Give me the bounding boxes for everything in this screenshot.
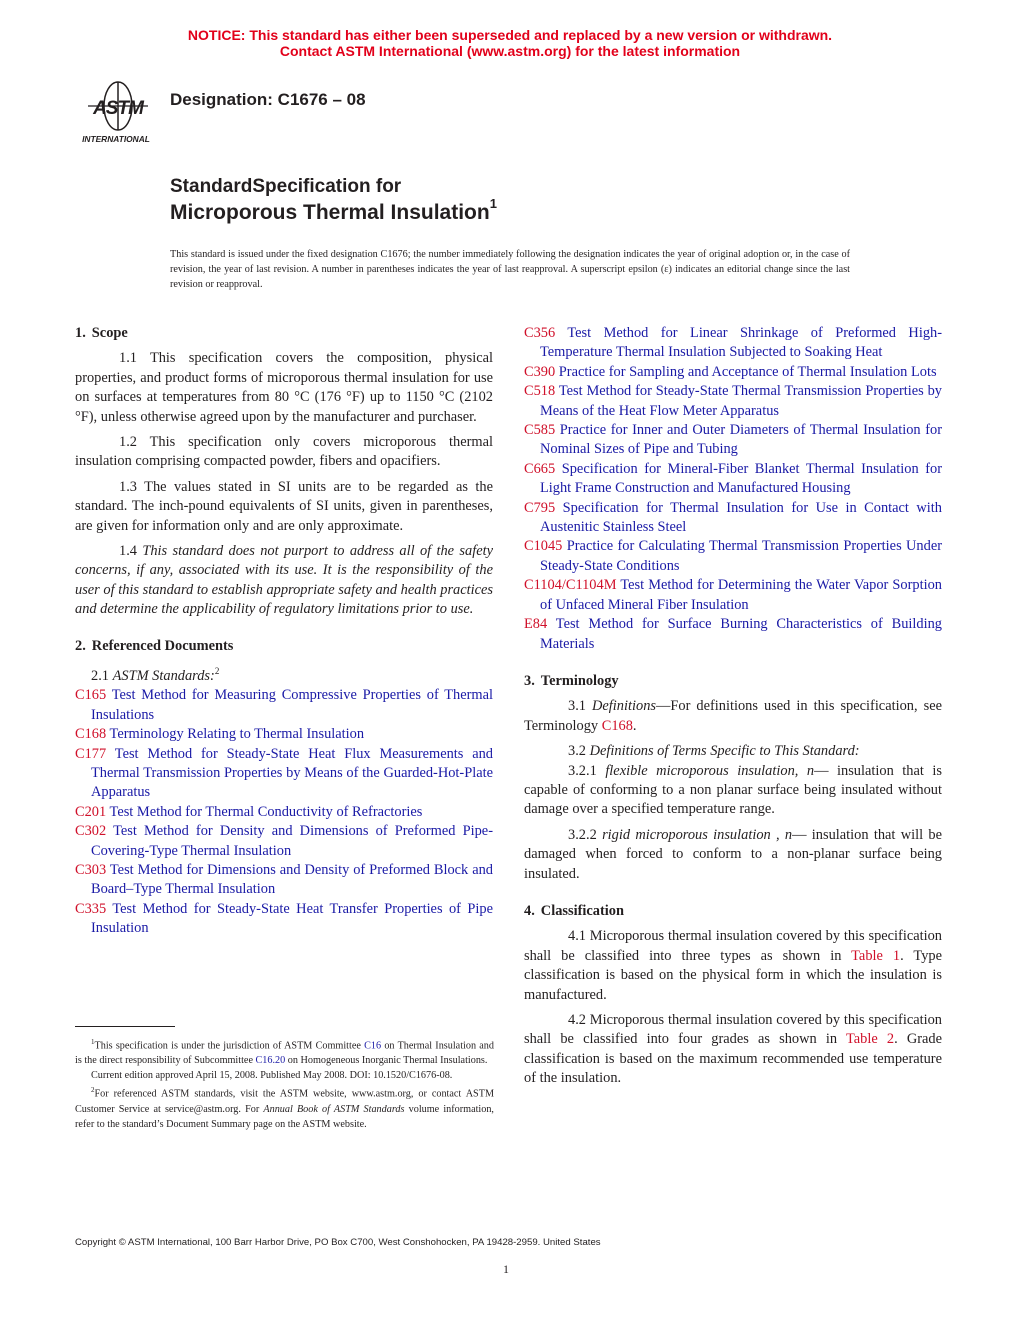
para-3-2: 3.2 Definitions of Terms Specific to This Standard: <box>568 743 860 760</box>
footnote-2: $^2$For referenced ASTM standards, visit the ASTM website, www.astm.org, or contact ASTM Customer Service at service@astm.org. For Annual Book of ASTM Standards volume information, refer to the standard’s Document Summary page on the ASTM website. <box>75 1086 494 1130</box>
ref-item[interactable]: C302 Test Method for Density and Dimensions of Preformed Pipe-Covering-Type Thermal Insulation <box>75 823 493 859</box>
title-footnote-mark: 1 <box>489 196 497 211</box>
astm-logo-icon <box>74 80 164 144</box>
section-1-heading: 1. Scope <box>75 325 128 341</box>
ref-item[interactable]: C356 Test Method for Linear Shrinkage of Preformed High-Temperature Thermal Insulation Subjected to Soaking Heat <box>524 325 942 361</box>
ref-item[interactable]: E84 Test Method for Surface Burning Characteristics of Building Materials <box>524 616 942 652</box>
page-number: 1 <box>503 1262 509 1276</box>
ref-item[interactable]: C177 Test Method for Steady-State Heat Flux Measurements and Thermal Transmission Properties by Means of the Guarded-Hot-Plate Apparatus <box>75 745 493 801</box>
ref-item[interactable]: C795 Specification for Thermal Insulation for Use in Contact with Austenitic Stainless Steel <box>524 499 942 536</box>
para-1-3: 1.3 The values stated in SI units are to be regarded as the standard. The inch-pound equivalents of SI units, given in parentheses, are given for information only and are only approximate. <box>75 478 493 534</box>
section-4-heading: 4. Classification <box>524 902 624 919</box>
ref-item[interactable]: C1104/C1104M Test Method for Determining the Water Vapor Sorption of Unfaced Mineral Fiber Insulation <box>524 577 943 613</box>
para-3-2-1: 3.2.1 flexible microporous insulation, n— insulation that is capable of conforming to a non planar surface being insulated without damage over a specified temperature range. <box>524 762 942 818</box>
para-2-1: 2.1 ASTM Standards:$^2$ <box>91 666 220 684</box>
astm-logo <box>74 80 164 144</box>
link-c168[interactable]: C168 <box>601 717 633 734</box>
ref-list-right <box>524 324 942 654</box>
section-2-heading: 2. Referenced Documents <box>75 637 234 654</box>
para-1-2: 1.2 This specification only covers microporous thermal insulation comprising compacted powder, fibers and opacifiers. <box>75 434 493 470</box>
title-line-1: StandardSpecification for <box>170 176 402 197</box>
para-1-1: 1.1 This specification covers the composition, physical properties, and product forms of microporous thermal insulation for use on surfaces at temperatures from 80 °C (176 °F) up to 1150 °C (2102 °F), unless otherwise agreed upon by the manufacturer and purchaser. <box>75 350 493 425</box>
ref-item[interactable]: C665 Specification for Mineral-Fiber Blanket Thermal Insulation for Light Frame Construction and Manufactured Housing <box>524 460 942 497</box>
ref-item[interactable]: C1045 Practice for Calculating Thermal Transmission Properties Under Steady-State Conditions <box>524 538 942 574</box>
ref-item[interactable]: C335 Test Method for Steady-State Heat Transfer Properties of Pipe Insulation <box>75 900 493 937</box>
link-c16-20[interactable]: C16.20 <box>255 1055 286 1067</box>
copyright: Copyright © ASTM International, 100 Barr Harbor Drive, PO Box C700, West Conshohocken, PA 19428-2959. United States <box>75 1237 601 1248</box>
link-table-2[interactable]: Table 2 <box>845 1031 895 1048</box>
para-1-4: 1.4 This standard does not purport to address all of the safety concerns, if any, associated with its use. It is the responsibility of the user of this standard to establish appropriate safety and health practices and determine the applicability of regulatory limitations prior to use. <box>75 543 493 618</box>
link-table-1[interactable]: Table 1 <box>851 947 901 964</box>
ref-item[interactable]: C201 Test Method for Thermal Conductivity of Refractories <box>75 803 423 820</box>
ref-item[interactable]: C390 Practice for Sampling and Acceptance of Thermal Insulation Lots <box>524 363 937 380</box>
logo-letters: ASTM <box>93 98 143 119</box>
preamble: This standard is issued under the fixed designation C1676; the number immediately following the designation indicates the year of original adoption or, in the case of revision, the year of last revision. A number in parentheses indicates the year of last reapproval. A superscript epsilon (ε) indicates an editorial change since the last revision or reapproval. <box>170 249 850 290</box>
section-3-heading: 3. Terminology <box>524 672 619 689</box>
para-4-1: 4.1 Microporous thermal insulation covered by this specification shall be classified into three types as shown in Table 1. Type classification is based on the physical form in which the insulation is manufactured. <box>524 928 942 1003</box>
footnote-rule <box>75 1026 175 1027</box>
ref-item[interactable]: C168 Terminology Relating to Thermal Insulation <box>75 726 365 743</box>
ref-list-left <box>75 686 493 938</box>
para-3-2-2: 3.2.2 rigid microporous insulation , n— insulation that will be damaged when forced to conform to a non-planar surface being insulated. <box>524 826 942 882</box>
ref-item[interactable]: C303 Test Method for Dimensions and Density of Preformed Block and Board–Type Thermal Insulation <box>75 861 493 898</box>
para-4-2: 4.2 Microporous thermal insulation covered by this specification shall be classified into four grades as shown in Table 2. Grade classification is based on the maximum recommended use temperature of the insulation. <box>524 1012 942 1087</box>
logo-sub: INTERNATIONAL <box>82 134 150 144</box>
title-text: Microporous Thermal Insulation <box>170 201 490 224</box>
notice-line-2: Contact ASTM International (www.astm.org) for the latest information <box>279 43 741 59</box>
footnote-1: $^1$This specification is under the jurisdiction of ASTM Committee C16 on Thermal Insulation and is the direct responsibility of Subcommittee C16.20 on Homogeneous Inorganic Thermal Insulations. <box>75 1038 494 1067</box>
para-3-1: 3.1 Definitions—For definitions used in this specification, see Terminology C168. <box>524 698 942 734</box>
ref-item[interactable]: C165 Test Method for Measuring Compressive Properties of Thermal Insulations <box>75 687 494 723</box>
footnote-1-edition: Current edition approved April 15, 2008. Published May 2008. DOI: 10.1520/C1676-08. <box>91 1070 453 1082</box>
footnotes <box>75 1035 494 1132</box>
right-column <box>524 324 942 1089</box>
notice-line-1: NOTICE: This standard has either been superseded and replaced by a new version or withdrawn. <box>187 27 833 43</box>
title-line-2 <box>170 196 497 225</box>
ref-item[interactable]: C518 Test Method for Steady-State Thermal Transmission Properties by Means of the Heat Flow Meter Apparatus <box>524 383 942 419</box>
left-column <box>75 324 493 939</box>
link-c16[interactable]: C16 <box>364 1040 382 1052</box>
ref-item[interactable]: C585 Practice for Inner and Outer Diameters of Thermal Insulation for Nominal Sizes of Pipe and Tubing <box>524 422 942 458</box>
designation: Designation: C1676 – 08 <box>170 90 366 109</box>
